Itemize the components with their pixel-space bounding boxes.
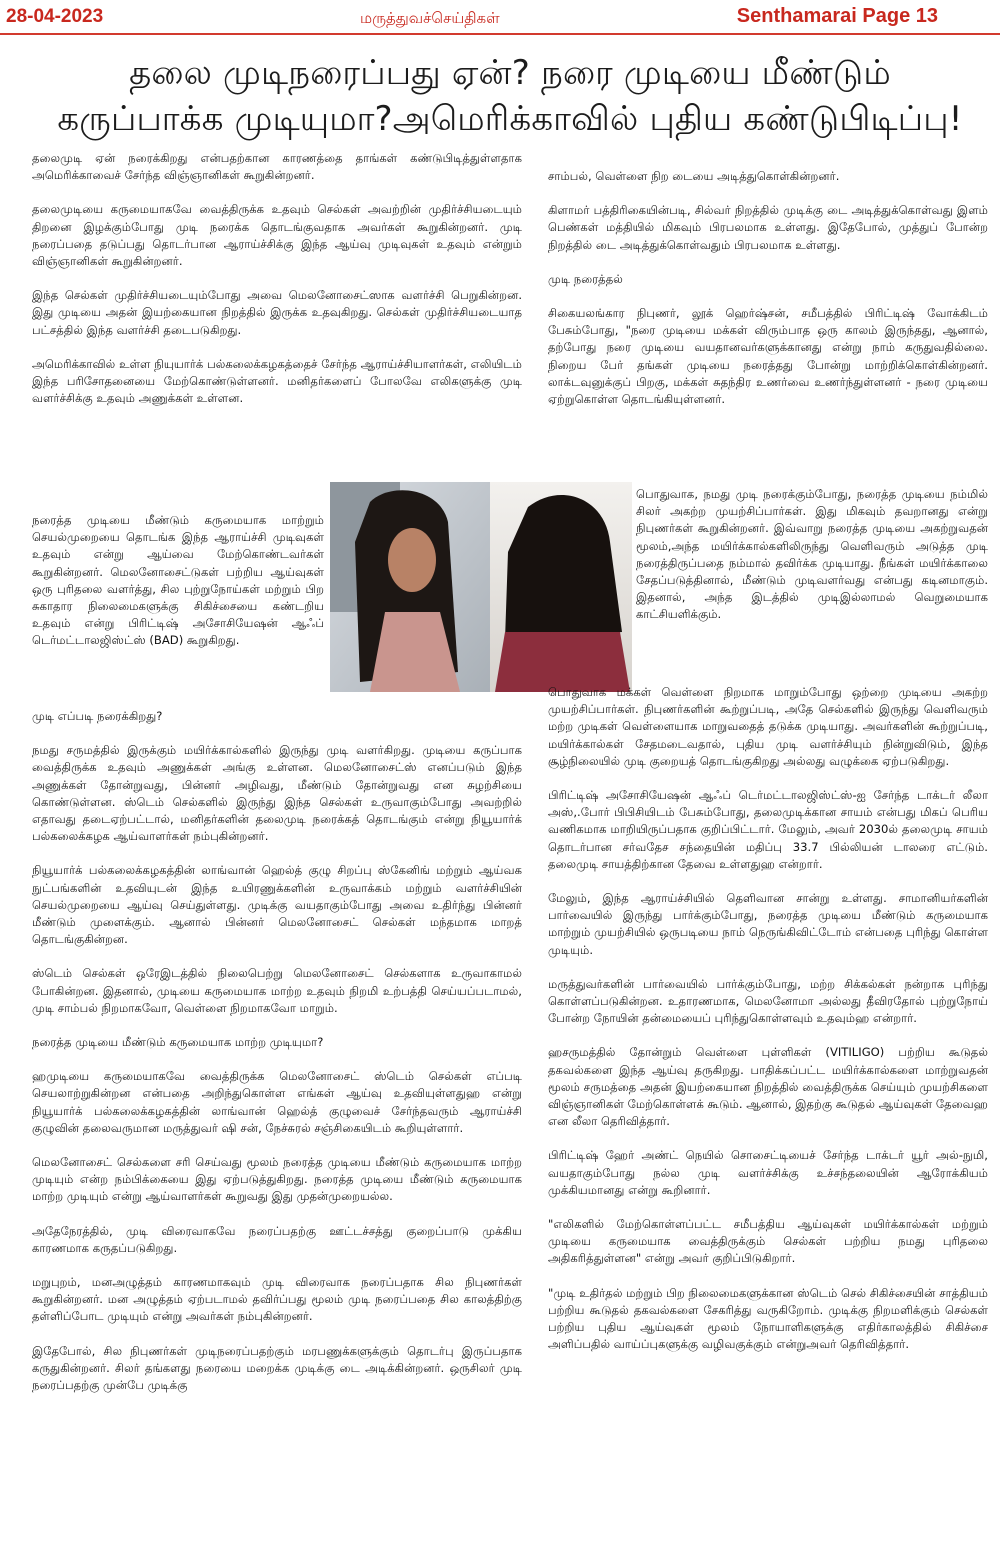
paragraph: ஹசருமத்தில் தோன்றும் வெள்ளை புள்ளிகள் (VITILIGO) பற்றிய கூடுதல் தகவல்களை இந்த ஆய்வு தருகிறது. பாதிக்கப்பட்ட மயிர்க்கால்களை மாற்றுவதன் மூலம் சருமத்தை அதன் இயற்கையான நிறத்தில் வைத்திருக்க செய்யும் முயற்சிகளை விஞ்ஞானிகள் மேற்கொள்ளக் கூடும். ஆனால், இதற்கு கூடுதல் ஆய்வுகள் தேவைஹ என லீலா தெரிவித்தார். <box>548 1045 988 1129</box>
headline-line-2: கருப்பாக்க முடியுமா?அமெரிக்காவில் புதிய கண்டுபிடிப்பு! <box>57 99 963 139</box>
back-of-head-icon <box>490 482 632 692</box>
paragraph: பிரிட்டிஷ் அசோசியேஷன் ஆஃப் டெர்மட்டாலஜிஸ்ட்ஸ்-ஐ சேர்ந்த டாக்டர் லீலா அஸ்,.போர் பிபிசியிடம் பேசும்போது, தலைமுடிக்கான சாயம் என்பது மிகப் பெரிய வணிகமாக மாறியிருப்பதாக குறிப்பிட்டார். மேலும், அவர் 2030ல் தலைமுடி சாயம் தொடர்பான சர்வதேச சந்தையின் மதிப்பு 33.7 பில்லியன் டாலரை எட்டும். தலைமுடி சாயத்திற்கான தேவை உள்ளதுஹ என்றார். <box>548 788 988 871</box>
subheading: நரைத்த முடியை மீண்டும் கருமையாக மாற்ற முடியுமா? <box>32 1035 324 1050</box>
left-column-top <box>32 150 522 407</box>
right-column-bottom <box>548 684 988 1371</box>
article-photo <box>330 482 632 692</box>
paragraph: "முடி உதிர்தல் மற்றும் பிற நிலைமைகளுக்கான ஸ்டெம் செல் சிகிச்சையின் சாத்தியம் பற்றிய கூடுதல் தகவல்களை சேகரித்து வருகிறோம். முடிக்கு நிறமளிக்கும் செல்கள் பற்றிய புதிய ஆய்வுகள் மூலம் நோயாளிகளுக்கு எதிர்காலத்தில் சிகிச்சை அளிப்பதில் வாய்ப்புகளுக்கு வழிவகுக்கும் என்றுஅவர் தெரிவித்தார். <box>548 1285 988 1352</box>
headline <box>40 50 980 142</box>
paragraph: அதேநேரத்தில், முடி விரைவாகவே நரைப்பதற்கு ஊட்டச்சத்து குறைப்பாடு முக்கிய காரணமாக கருதப்படுகிறது. <box>32 1223 522 1255</box>
paragraph: மெலனோசைட் செல்களை சரி செய்வது மூலம் நரைத்த முடியை மீண்டும் கருமையாக மாற்ற முடியும் என்ற நம்பிக்கையை இது ஏற்படுத்துகிறது. நரைத்த முடியை மீண்டும் கருமையாக மாற்ற முடியும் என்று ஆய்வாளர்கள் கூறுவது இது முதன்முறையல்ல. <box>32 1155 522 1204</box>
paragraph: அமெரிக்காவில் உள்ள நியுயார்க் பல்கலைக்கழகத்தைச் சேர்ந்த ஆராய்ச்சியாளர்கள், எலியிடம் இந்த பரிசோதனையை மேற்கொண்டுள்ளனர். மனிதர்களைப் போலவே எலிகளுக்கு முடி வளர்ச்சிக்கு உதவும் அணுக்கள் உள்ளன. <box>32 356 522 406</box>
paragraph: "எலிகளில் மேற்கொள்ளப்பட்ட சமீபத்திய ஆய்வுகள் மயிர்க்கால்கள் மற்றும் முடியை கருமையாக வைத்திருக்கும் செல்கள் பற்றிய நமது புரிதலை அதிகரித்துள்ளன" என்று அவர் குறிப்பிடுகிறார். <box>548 1217 988 1266</box>
paragraph: ஸ்டெம் செல்கள் ஒரேஇடத்தில் நிலைபெற்று மெலனோசைட் செல்களாக உருவாகாமல் போகின்றன. இதனால், முடியை கருமையாக மாற்ற உதவும் நிறமி உற்பத்தி செய்யப்படாமல், முடி சாம்பல் நிறமாகவோ, வெள்ளை நிறமாகவோ மாறும். <box>32 966 522 1015</box>
paragraph: மறுபுறம், மனஅழுத்தம் காரணமாகவும் முடி விரைவாக நரைப்பதாக சில நிபுணர்கள் கூறுகின்றனர். மன அழுத்தம் ஏற்படாமல் தவிர்ப்பது மூலம் முடி நரைப்பதை சில காலத்திற்கு தள்ளிப்போட முடியும் என்று அவர்கள் நம்புகின்றனர். <box>32 1275 522 1324</box>
headline-line-1: தலை முடிநரைப்பது ஏன்? நரை முடியை மீண்டும் <box>129 53 891 93</box>
paragraph: நரைத்த முடியை மீண்டும் கருமையாக மாற்றும் செயல்முறையை தொடங்க இந்த ஆராய்ச்சி முடிவுகள் உதவும் என்று ஆய்வை மேற்கொண்டவர்கள் கூறுகின்றனர். மெலனோசைட்டுகள் பற்றிய ஆய்வுகள் ஒரு புரிதலை வளர்த்து, சில புற்றுநோய்கள் மற்றும் பிற சுகாதார நிலைமைகளுக்கு சிகிச்சையை கண்டறிய உதவும் என்று பிரிட்டிஷ் அசோசியேஷன் ஆஃப் டெர்மட்டாலஜிஸ்ட்ஸ் (BAD) கூறுகிறது. <box>32 513 324 648</box>
paragraph: சிகையலங்கார நிபுணர், லூக் ஹெர்ஷ்சன், சமீபத்தில் பிரிட்டிஷ் வோக்கிடம் பேசும்போது, "நரை முடியை மக்கள் விரும்பாத ஒரு காலம் இருந்தது, ஆனால், தற்போது நரை முடியை வயதானவர்களுக்கானது என்று நாம் கருதுவதில்லை. நிறைய பேர் தங்கள் முடியை நரைத்தது போன்று மாற்றிக்கொள்கின்றனர். லாக்டவுனுக்குப் பிறகு, மக்கள் சுதந்திர உணர்வை உணர்ந்துள்ளனர் - நரை முடியை ஏற்றுகொள்ள தொடங்கியுள்ளனர். <box>548 306 988 407</box>
issue-date: 28-04-2023 <box>6 6 104 27</box>
paragraph: சாம்பல், வெள்ளை நிற டையை அடித்துகொள்கின்றனர். <box>548 169 840 183</box>
paragraph: இதேபோல், சில நிபுணர்கள் முடிநரைப்பதற்கும் மரபணுக்களுக்கும் தொடர்பு இருப்பதாக கருதுகின்றனர். சிலர் தங்களது நரையை மறைக்க முடிக்கு டை அடிக்கின்றனர். ஒருசிலர் முடி நரைப்பதற்கு முன்பே முடிக்கு <box>32 1343 522 1393</box>
paragraph: நமது சருமத்தில் இருக்கும் மயிர்க்கால்களில் இருந்து முடி வளர்கிறது. முடியை கருப்பாக வைத்திருக்க உதவும் அணுக்கள் அங்கு உள்ளன. மெலனோசைட்ஸ் எனப்படும் இந்த அணுக்கள் தோன்றுவது, பின்னர் அழிவது, மீண்டும் தோன்றுவது என சுழற்சியை கொண்டுள்ளன. ஸ்டெம் செல்களில் இருந்து இந்த செல்கள் உருவாகும்போது அவற்றில் எதாவது தடைஏற்பட்டால், மனிதர்களின் தலைமுடி நரைக்கத் தொடங்கும் என்று நியூயார்க் பல்கலைக்கழக ஆய்வாளர்கள் நம்புகின்றனர். <box>32 743 522 844</box>
left-column-bottom <box>32 708 522 1411</box>
left-beside-photo <box>32 512 324 650</box>
paragraph: ஹமுடியை கருமையாகவே வைத்திருக்க மெலனோசைட் ஸ்டெம் செல்கள் எப்படி செயலாற்றுகின்றன என்பதை அறிந்துகொள்ள எங்கள் ஆய்வு உதவியுள்ளதுஹ என்று நியூயார்க் பல்கலைக்கழகத்தின் லாங்வான் ஹெல்த் குழுவைச் சேர்ந்தவரும் ஆராய்ச்சி குழுவின் தலைவருமான மருத்துவர் ஷி சன், நேச்சுரல் சஞ்சிகையிடம் கூறியுள்ளார். <box>32 1069 522 1135</box>
page-label: Senthamarai Page 13 <box>736 5 938 27</box>
section-title: மருத்துவச்செய்திகள் <box>360 9 500 27</box>
paragraph: பொதுவாக, நமது முடி நரைக்கும்போது, நரைத்த முடியை நம்மில் சிலர் அகற்ற முயற்சிப்பார்கள். இது மிகவும் தவறானது என்று நிபுணர்கள் கூறுகின்றனர். இவ்வாறு நரைத்த முடியை அகற்றுவதன் மூலம்,அந்த மயிர்க்கால்களிலிருந்து வெளிவரும் அடுத்த முடி நரைத்திருப்பதை நம்மால் தவிர்க்க முடியாது. நீங்கள் மயிர்க்காலை சேதப்படுத்தினால், மீண்டும் முடிவளர்வது என்பது கடினமாகும். இதனால், அந்த இடத்தில் முடிஇல்லாமல் வெறுமையாக காட்சியளிக்கும். <box>636 487 988 622</box>
right-beside-photo <box>636 486 988 624</box>
paragraph: பிரிட்டிஷ் ஹேர் அண்ட் நெயில் சொசைட்டியைச் சேர்ந்த டாக்டர் யூர் அல்-நுமி, வயதாகும்போது நல்ல முடி வளர்ச்சிக்கு உச்சந்தலையின் ஆரோக்கியம் முக்கியமானது என்று கூறினார். <box>548 1148 988 1197</box>
paragraph: மருத்துவர்களின் பார்வையில் பார்க்கும்போது, மற்ற சிக்கல்கள் நன்றாக புரிந்து கொள்ளப்படுகின்றன. உதாரணமாக, மெலனோமா அல்லது தீவிரதோல் புற்றுநோய் போன்ற நோயின் தன்மையைப் புரிந்துகொள்ளவும் உதவும்ஹ என்றார். <box>548 976 988 1026</box>
paragraph: தலைமுடியை கருமையாகவே வைத்திருக்க உதவும் செல்கள் அவற்றின் முதிர்ச்சியடையும் திறனை இழக்கும்போது முடி நரைக்க தொடங்குவதாக அவர்கள் கூறுகின்றனர். முடி நரைப்பதை தடுப்பது தொடர்பான ஆராய்ச்சிக்கு இந்த ஆய்வு முடிவுகள் உதவும் என்றும் விஞ்ஞானிகள் கூறுகின்றனர். <box>32 202 522 269</box>
paragraph: கிளாமர் பத்திரிகையின்படி, சில்வர் நிறத்தில் முடிக்கு டை அடித்துக்கொள்வது இளம் பெண்கள் மத்தியில் மிகவும் பிரபலமாக உள்ளது. இதேபோல், முத்துப் போன்ற நிறத்தில் டை அடித்துக்கொள்வதும் பிரபலமாக உள்ளது. <box>548 203 988 252</box>
paragraph: தலைமுடி ஏன் நரைக்கிறது என்பதற்கான காரணத்தை தாங்கள் கண்டுபிடித்துள்ளதாக அமெரிக்காவைச் சேர்ந்த விஞ்ஞானிகள் கூறுகின்றனர். <box>32 151 523 183</box>
paragraph: பொதுவாக மக்கள் வெள்ளை நிறமாக மாறும்போது ஒற்றை முடியை அகற்ற முயற்சிப்பார்கள். நிபுணர்களின் கூற்றுப்படி, அதே செல்களில் இருந்து வெளிவரும் மற்ற முடிகள் வெள்ளையாக மாறுவதைத் தடுக்க முடியாது. அவர்களின் கூற்றுப்படி, மயிர்க்கால்கள் சேதமடைவதால், புதிய முடி வளர்ச்சியும் நின்றுவிடும், இந்த சூழ்நிலையில் முடி குறையத் தொடங்குகிறது அல்லது வழுக்கை ஏற்படுகிறது. <box>548 685 988 768</box>
page-header <box>0 0 1000 34</box>
paragraph: இந்த செல்கள் முதிர்ச்சியடையும்போது அவை மெலனோசைட்ஸாக வளர்ச்சி பெறுகின்றன. இது முடியை அதன் இயற்கையான நிறத்தில் இருக்க உதவுகிறது. செல்கள் முதிர்ச்சியடையாத பட்சத்தில் இந்த வளர்ச்சி தடைபடுகிறது. <box>32 288 522 337</box>
paragraph: நியூயார்க் பல்கலைக்கழகத்தின் லாங்வான் ஹெல்த் குழு சிறப்பு ஸ்கேனிங் மற்றும் ஆய்வக நுட்பங்களின் உதவியுடன் இந்த உயிரணுக்களின் உருவாக்கம் மற்றும் வளர்ச்சியின் செயல்முறையை ஆய்வு செய்துள்ளது. முடிக்கு வயதாகும்போது அவை உதிர்ந்து பின்னர் மீண்டும் முளைக்கும். ஆனால் பின்னர் மெலனோசைட் செல்கள் மந்தமாக மாறத் தொடங்குகின்றன. <box>32 863 522 947</box>
subheading: முடி நரைத்தல் <box>548 271 623 286</box>
portrait-woman-icon <box>330 482 490 692</box>
paragraph: மேலும், இந்த ஆராய்ச்சியில் தெளிவான சான்று உள்ளது. சாமானியர்களின் பார்வையில் இருந்து பார்க்கும்போது, நரைத்த முடியை மீண்டும் கருமையாக மாற்றும் முயற்சியில் ஒருபடியை நாம் நெருங்கிவிட்டோம் என்பதை புரிந்து கொள்ள முடியும். <box>548 891 988 957</box>
header-divider <box>0 33 1000 35</box>
right-column-top <box>548 168 988 408</box>
subheading: முடி எப்படி நரைக்கிறது? <box>32 709 163 723</box>
